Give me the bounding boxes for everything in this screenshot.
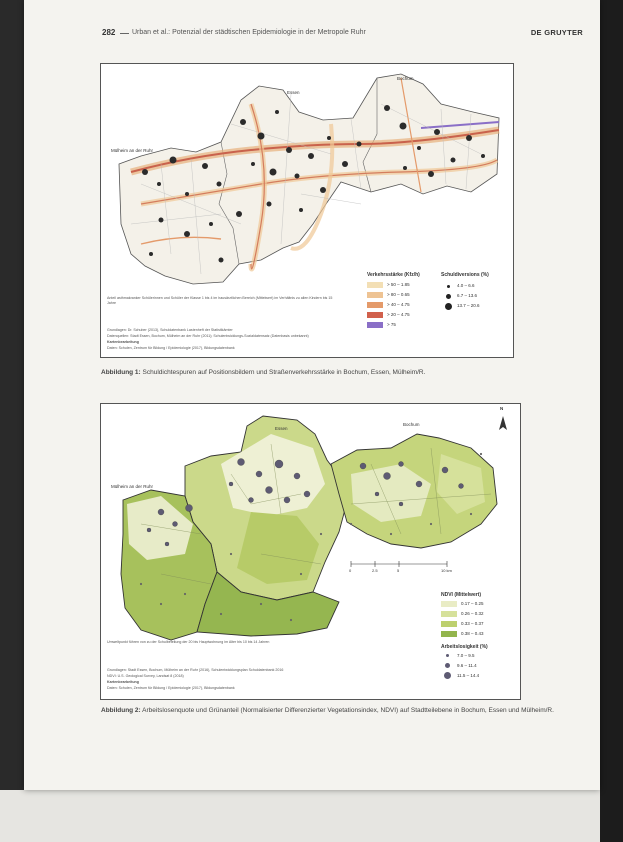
fig1-source-line: Grundlagen: Dr. Schuber (2013), Schuldatenbank Lastenheft der Statistikämter (107, 328, 233, 332)
fig2-source-line: NDVI: U.S. Geological Survey, Landsat 8 (2018) (107, 674, 184, 678)
fig2-source-line: Daten: Schulen, Zentrum für Bildung / Epidemiologie (2017), Bildungsdatenbank (107, 686, 235, 690)
fig2-legend-ndvi-item: 0.17 – 0.25 (461, 601, 484, 606)
figure-1-map-graphic (101, 64, 513, 357)
fig1-source-line: Datenquellen: Stadt Essen, Bochum, Mülheim an der Ruhr (2011); Schulentwicklungs-Sozialdatensatz (Datenbasis unbekannt) (107, 334, 309, 338)
fig2-legend-dot-small (446, 654, 449, 657)
figure-1-caption-text: Schuldichtespuren auf Positionsbildern und Straßenverkehrsstärke in Bochum, Essen, Mülheim/R. (142, 369, 426, 376)
figure-1-map (100, 63, 514, 358)
fig2-legend-points-item: 9.6 – 11.4 (457, 663, 477, 668)
fig2-legend-swatch (441, 611, 457, 617)
fig2-city-label-right: Bochum (403, 422, 420, 427)
fig2-north-label: N (500, 406, 504, 411)
fig2-source-line: Kartenbearbeitung (107, 680, 139, 684)
fig1-legend-points-title: Schuldiversions (%) (441, 272, 489, 278)
fig2-legend-ndvi-title: NDVI (Mittelwert) (441, 592, 481, 598)
fig1-legend-points-item: 13.7 – 20.6 (457, 303, 480, 308)
fig2-note: Umweltpunkt führen von zu der Schulbeteilung der 20 bis Hauptwohnung im Alter bis 10 bis 14 Jahren (107, 640, 270, 644)
fig1-legend-swatch (367, 322, 383, 328)
fig2-source-line: Grundlagen: Stadt Essen, Bochum, Mülheim an der Ruhr (2016), Schulentwicklungsplan Schuldatenbank 2016 (107, 668, 284, 672)
fig2-scale-label: 2.5 (372, 568, 378, 573)
figure-1-caption-label: Abbildung 1: (101, 369, 141, 376)
fig2-scale-label: 0 (349, 568, 352, 573)
fig1-legend-traffic-item: > 20 – 4.75 (387, 312, 410, 317)
fig1-city-label-top: Essen (287, 90, 300, 95)
fig1-source-line: Daten: Schulen, Zentrum für Bildung / Epidemiologie (2017), Bildungsdatenbank (107, 346, 235, 350)
fig2-city-label-top: Essen (275, 426, 288, 431)
fig1-legend-dot-small (447, 285, 450, 288)
fig1-legend-traffic-item: > 80 – 0.65 (387, 292, 410, 297)
page-bottom-margin (0, 790, 600, 842)
running-title: Urban et al.: Potenzial der städtischen Epidemiologie in der Metropole Ruhr (132, 29, 366, 36)
fig1-legend-traffic-item: > 75 (387, 322, 396, 327)
fig1-legend-swatch (367, 312, 383, 318)
fig1-legend-traffic-title: Verkehrsstärke (Kfz/h) (367, 272, 420, 278)
fig2-legend-points-title: Arbeitslosigkeit (%) (441, 644, 488, 650)
figure-2-map (100, 403, 521, 700)
fig2-city-label-left: Mülheim an der Ruhr (111, 484, 154, 489)
figure-1-caption (101, 368, 521, 377)
fig1-source-line: Kartenbearbeitung (107, 340, 139, 344)
fig1-city-label-left: Mülheim an der Ruhr (111, 148, 154, 153)
fig1-legend-swatch (367, 302, 383, 308)
fig1-legend-swatch (367, 282, 383, 288)
fig1-legend-traffic-item: > 40 – 4.75 (387, 302, 410, 307)
header-dash (120, 33, 129, 34)
fig2-legend-swatch (441, 601, 457, 607)
fig1-legend-points-item: 4.0 – 6.6 (457, 283, 475, 288)
fig1-legend-dot-large (445, 303, 452, 310)
fig2-legend-dot-large (444, 672, 451, 679)
fig1-legend-points-item: 6.7 – 13.6 (457, 293, 478, 298)
fig2-legend-ndvi-item: 0.33 – 0.37 (461, 621, 484, 626)
figure-2-caption (101, 706, 571, 715)
fig1-legend-dot-medium (446, 294, 451, 299)
publisher-logo: DE GRUYTER (530, 28, 583, 37)
fig2-legend-points-item: 7.0 – 9.5 (457, 653, 475, 658)
fig1-legend-swatch (367, 292, 383, 298)
fig2-legend-dot-medium (445, 663, 450, 668)
fig2-scale-label: 10 km (441, 568, 452, 573)
page-number: 282 (102, 28, 116, 37)
fig2-legend-ndvi-item: 0.26 – 0.32 (461, 611, 484, 616)
fig2-legend-swatch (441, 631, 457, 637)
fig2-legend-swatch (441, 621, 457, 627)
fig2-legend-ndvi-item: 0.38 – 0.43 (461, 631, 484, 636)
fig2-legend-points-item: 11.5 – 14.4 (457, 673, 480, 678)
fig1-city-label-right: Bochum (397, 76, 414, 81)
figure-2-caption-label: Abbildung 2: (101, 707, 141, 714)
figure-2-caption-text: Arbeitslosenquote und Grünanteil (Normalisierter Differenzierter Vegetationsindex, NDVI) auf Stadtteilebene in Bochum, Essen und Mülheim/R. (142, 707, 554, 714)
fig1-note: Anteil asthmakranker Schülerinnen und Schüler der Klasse 1 bis 4 im hausärztlichen Bereich (Mittelwert) im Verhältnis zu allen Kindern bis 15 Jahre (107, 296, 333, 305)
page-edge-shadow (600, 0, 623, 842)
fig1-legend-traffic-item: > 50 – 1.85 (387, 282, 410, 287)
fig2-scale-label: 5 (397, 568, 400, 573)
running-header (102, 28, 583, 42)
